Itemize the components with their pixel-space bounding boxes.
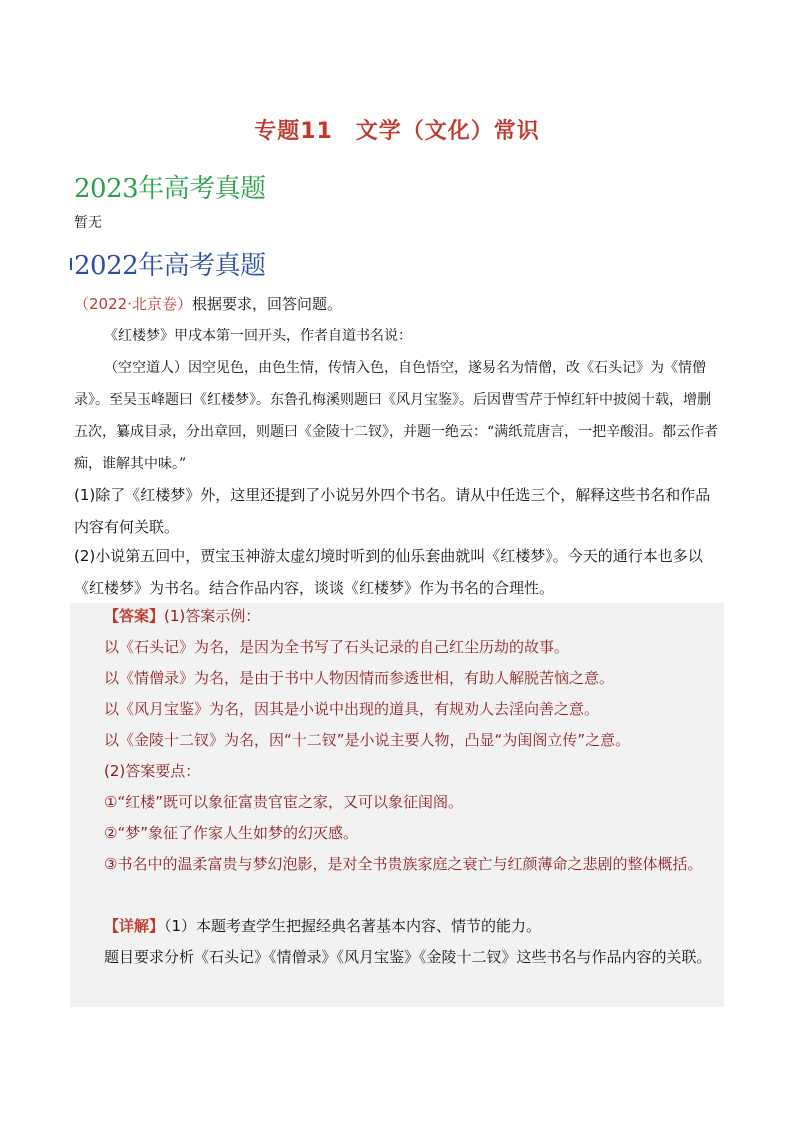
heading-marker (70, 258, 72, 270)
section-heading-2022: 2022年高考真题 (74, 251, 266, 281)
answer-part1-head: (1)答案示例： (164, 607, 261, 625)
answer-part2-head: (2)答案要点： (104, 762, 201, 780)
passage-quote: （空空道人）因空见色，由色生情，传情入色，自色悟空，遂易名为情僧，改《石头记》为《情僧录》。至吴玉峰题曰《红楼梦》。东鲁孔梅溪则题曰《风月宝鉴》。后因曹雪芹于悼红轩中披阅十载，增删五次，纂成目录，分出章回，则题曰《金陵十二钗》，并题一绝云：“满纸荒唐言，一把辛酸泪。都云作者痴，谁解其中味。” (74, 360, 719, 472)
detail-line-2: 题目要求分析《石头记》《情僧录》《风月宝鉴》《金陵十二钗》这些书名与作品内容的关联。 (104, 948, 712, 966)
question-1: (1)除了《红楼梦》外，这里还提到了小说另外四个书名。请从中任选三个，解释这些书名和作品内容有何关联。 (74, 486, 711, 536)
detail-line-1 (74, 911, 724, 942)
answer-item: 以《风月宝鉴》为名，因其是小说中出现的道具，有规劝人去淫向善之意。 (104, 700, 600, 718)
answer-label: 【答案】 (104, 607, 165, 625)
answer-point: ①“红楼”既可以象征富贵官宦之家，又可以象征闺阁。 (104, 793, 463, 811)
detail-label: 【详解】 (104, 917, 165, 935)
answer-head (74, 601, 724, 632)
detail-text-1: （1）本题考查学生把握经典名著基本内容、情节的能力。 (164, 917, 542, 935)
question-instruction: 根据要求，回答问题。 (191, 295, 342, 313)
question-source: （2022·北京卷） (74, 295, 192, 313)
page-title: 专题11 文学（文化）常识 (254, 119, 540, 144)
answer-point: ③书名中的温柔富贵与梦幻泡影，是对全书贵族家庭之衰亡与红颜薄命之悲剧的整体概括。 (104, 855, 703, 873)
section-heading-2023: 2023年高考真题 (74, 174, 266, 204)
section-2023-note: 暂无 (74, 215, 102, 231)
passage-intro: 《红楼梦》甲戌本第一回开头，作者自道书名说： (104, 328, 412, 344)
answer-item: 以《金陵十二钗》为名，因“十二钗”是小说主要人物，凸显“为闺阁立传”之意。 (104, 731, 631, 749)
answer-item: 以《石头记》为名，是因为全书写了石头记录的自己红尘历劫的故事。 (104, 638, 570, 656)
answer-item: 以《情僧录》为名，是由于书中人物因情而参透世相，有助人解脱苦恼之意。 (104, 669, 615, 687)
question-stem (74, 288, 724, 320)
question-2: (2)小说第五回中，贾宝玉神游太虚幻境时听到的仙乐套曲就叫《红楼梦》。今天的通行本也多以《红楼梦》为书名。结合作品内容，谈谈《红楼梦》作为书名的合理性。 (74, 547, 703, 597)
answer-point: ②“梦”象征了作家人生如梦的幻灭感。 (104, 824, 358, 842)
